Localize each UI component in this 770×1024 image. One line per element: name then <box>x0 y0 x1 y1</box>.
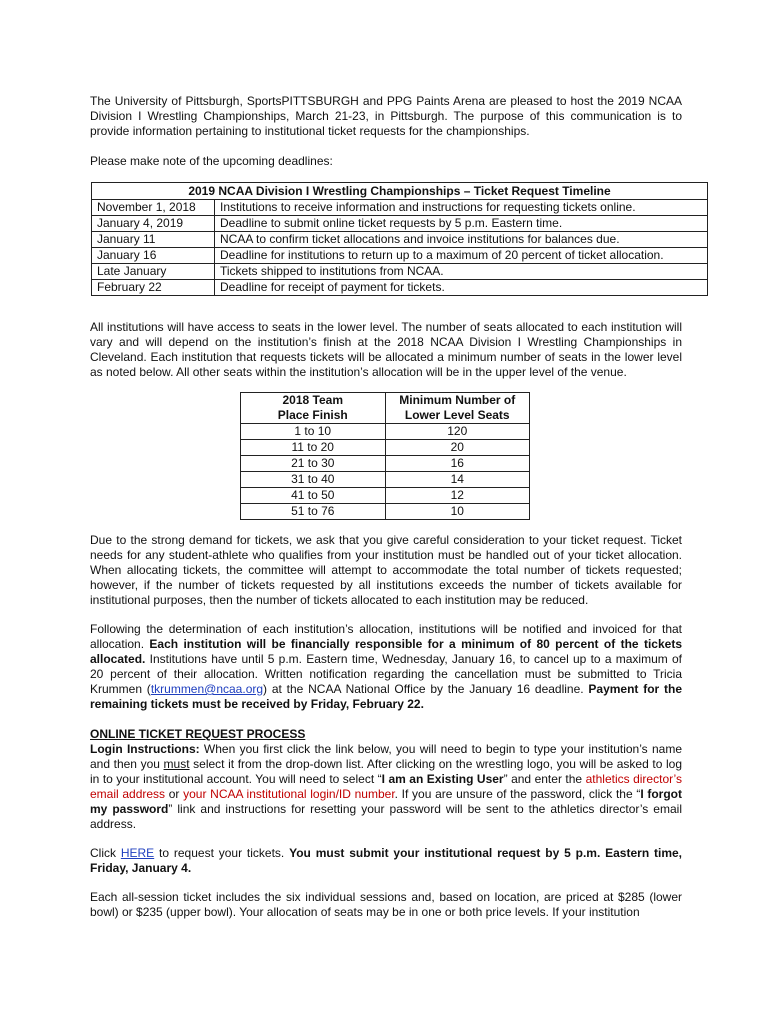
table-row <box>92 232 708 248</box>
demand-paragraph: Due to the strong demand for tickets, we ask that you give careful consideration to your ticket request. Ticket needs for any student-athlete who qualifies from your institution must be handled out of your ticket allocation. When allocating tickets, the committee will attempt to accommodate the total number of tickets requested; however, if the number of tickets requested by all institutions exceeds the number of tickets available for institutional purposes, then the number of tickets allocated to each institution may be reduced. <box>90 533 682 607</box>
payment-deadline-note: Payment for the remaining tickets must be received by Friday, February 22. <box>90 682 683 711</box>
timeline-date: January 4, 2019 <box>92 216 215 232</box>
place-finish-header <box>241 393 386 424</box>
ad-email-note: athletics director’s email address <box>90 772 683 801</box>
place-header-line2: Place Finish <box>277 408 348 422</box>
login-text-3: ” and enter the <box>503 772 586 786</box>
timeline-title: 2019 NCAA Division I Wrestling Championships – Ticket Request Timeline <box>92 183 708 200</box>
seats-cell: 20 <box>385 440 530 456</box>
table-row <box>241 504 530 520</box>
place-cell: 1 to 10 <box>241 424 386 440</box>
table-row <box>241 440 530 456</box>
request-tickets-link[interactable]: HERE <box>120 846 155 860</box>
seats-cell: 14 <box>385 472 530 488</box>
click-text-pre: Click <box>90 846 121 860</box>
request-deadline-note: You must submit your institutional request by 5 p.m. Eastern time, Friday, January 4. <box>90 846 682 875</box>
timeline-text: Deadline for receipt of payment for tickets. <box>215 280 708 296</box>
seats-cell: 120 <box>385 424 530 440</box>
allocation-paragraph <box>90 622 682 712</box>
login-text-1: When you first click the link below, you will need to begin to type your institution’s name and then you <box>90 742 682 771</box>
table-row <box>92 280 708 296</box>
seats-cell: 12 <box>385 488 530 504</box>
allocation-text-1: Following the determination of each institution’s allocation, institutions will be notified and invoiced for that allocation. <box>90 622 682 651</box>
ticket-timeline-table <box>91 182 708 296</box>
place-header-line1: 2018 Team <box>282 393 343 407</box>
lower-seats-header <box>385 393 530 424</box>
seats-header-line2: Lower Level Seats <box>404 408 510 422</box>
timeline-text: NCAA to confirm ticket allocations and invoice institutions for balances due. <box>215 232 708 248</box>
timeline-header-row <box>92 183 708 200</box>
timeline-date: January 16 <box>92 248 215 264</box>
allocation-text-3: ) at the NCAA National Office by the January 16 deadline. <box>263 682 589 696</box>
login-text-4: or <box>165 787 184 801</box>
timeline-date: February 22 <box>92 280 215 296</box>
click-text-mid: to request your tickets. <box>154 846 290 860</box>
online-section-heading: ONLINE TICKET REQUEST PROCESS <box>90 727 306 741</box>
table-row <box>92 200 708 216</box>
timeline-text: Deadline for institutions to return up to a maximum of 20 percent of ticket allocation. <box>215 248 708 264</box>
place-cell: 41 to 50 <box>241 488 386 504</box>
seats-header-row <box>241 393 530 424</box>
timeline-text: Tickets shipped to institutions from NCAA. <box>215 264 708 280</box>
must-emphasis: must <box>163 757 190 771</box>
session-pricing-paragraph: Each all-session ticket includes the six individual sessions and, based on location, are priced at $285 (lower bowl) or $235 (upper bowl). Your allocation of seats may be in one or both price levels. If your institution <box>90 890 682 919</box>
login-instructions-label: Login Instructions: <box>90 742 200 756</box>
timeline-text: Deadline to submit online ticket requests by 5 p.m. Eastern time. <box>215 216 708 232</box>
deadlines-note: Please make note of the upcoming deadlines: <box>90 154 333 168</box>
place-cell: 51 to 76 <box>241 504 386 520</box>
access-paragraph: All institutions will have access to seats in the lower level. The number of seats allocated to each institution will vary and will depend on the institution’s finish at the 2018 NCAA Division I Wrestling Championships in Cleveland. Each institution that requests tickets will be allocated a minimum number of seats in the lower level as noted below. All other seats within the institution’s allocation will be in the upper level of the venue. <box>90 320 682 379</box>
login-text-2: select it from the drop-down list. After clicking on the wrestling logo, you will be asked to log in to your institutional account. You will need to select “ <box>90 757 682 786</box>
forgot-password-label: I forgot my password <box>90 787 683 816</box>
place-cell: 21 to 30 <box>241 456 386 472</box>
table-row <box>241 424 530 440</box>
financial-responsibility-note: Each institution will be financially responsible for a minimum of 80 percent of the tickets allocated. <box>90 637 682 666</box>
table-row <box>92 216 708 232</box>
contact-email-link[interactable]: tkrummen@ncaa.org <box>150 682 264 696</box>
intro-paragraph: The University of Pittsburgh, SportsPITTSBURGH and PPG Paints Arena are pleased to host the 2019 NCAA Division I Wrestling Championships, March 21-23, in Pittsburgh. The purpose of this communication is to provide information pertaining to institutional ticket requests for the championships. <box>90 94 682 138</box>
online-section <box>90 727 682 832</box>
login-text-5: . If you are unsure of the password, click the “ <box>394 787 641 801</box>
table-row <box>241 488 530 504</box>
login-text-6: ” link and instructions for resetting your password will be sent to the athletics director’s email address. <box>90 802 682 831</box>
click-here-paragraph <box>90 846 682 876</box>
existing-user-option: I am an Existing User <box>381 772 504 786</box>
table-row <box>241 456 530 472</box>
timeline-text: Institutions to receive information and instructions for requesting tickets online. <box>215 200 708 216</box>
seats-cell: 10 <box>385 504 530 520</box>
seats-table <box>240 392 530 520</box>
table-row <box>92 264 708 280</box>
timeline-date: January 11 <box>92 232 215 248</box>
table-row <box>241 472 530 488</box>
place-cell: 11 to 20 <box>241 440 386 456</box>
table-row <box>92 248 708 264</box>
timeline-date: November 1, 2018 <box>92 200 215 216</box>
seats-cell: 16 <box>385 456 530 472</box>
place-cell: 31 to 40 <box>241 472 386 488</box>
seats-header-line1: Minimum Number of <box>399 393 516 407</box>
timeline-date: Late January <box>92 264 215 280</box>
institution-login-note: your NCAA institutional login/ID number <box>183 787 395 801</box>
allocation-text-2: Institutions have until 5 p.m. Eastern time, Wednesday, January 16, to cancel up to a maximum of 20 percent of their allocation. Written notification regarding the cancellation must be submitted to Tricia Krummen ( <box>90 652 682 696</box>
